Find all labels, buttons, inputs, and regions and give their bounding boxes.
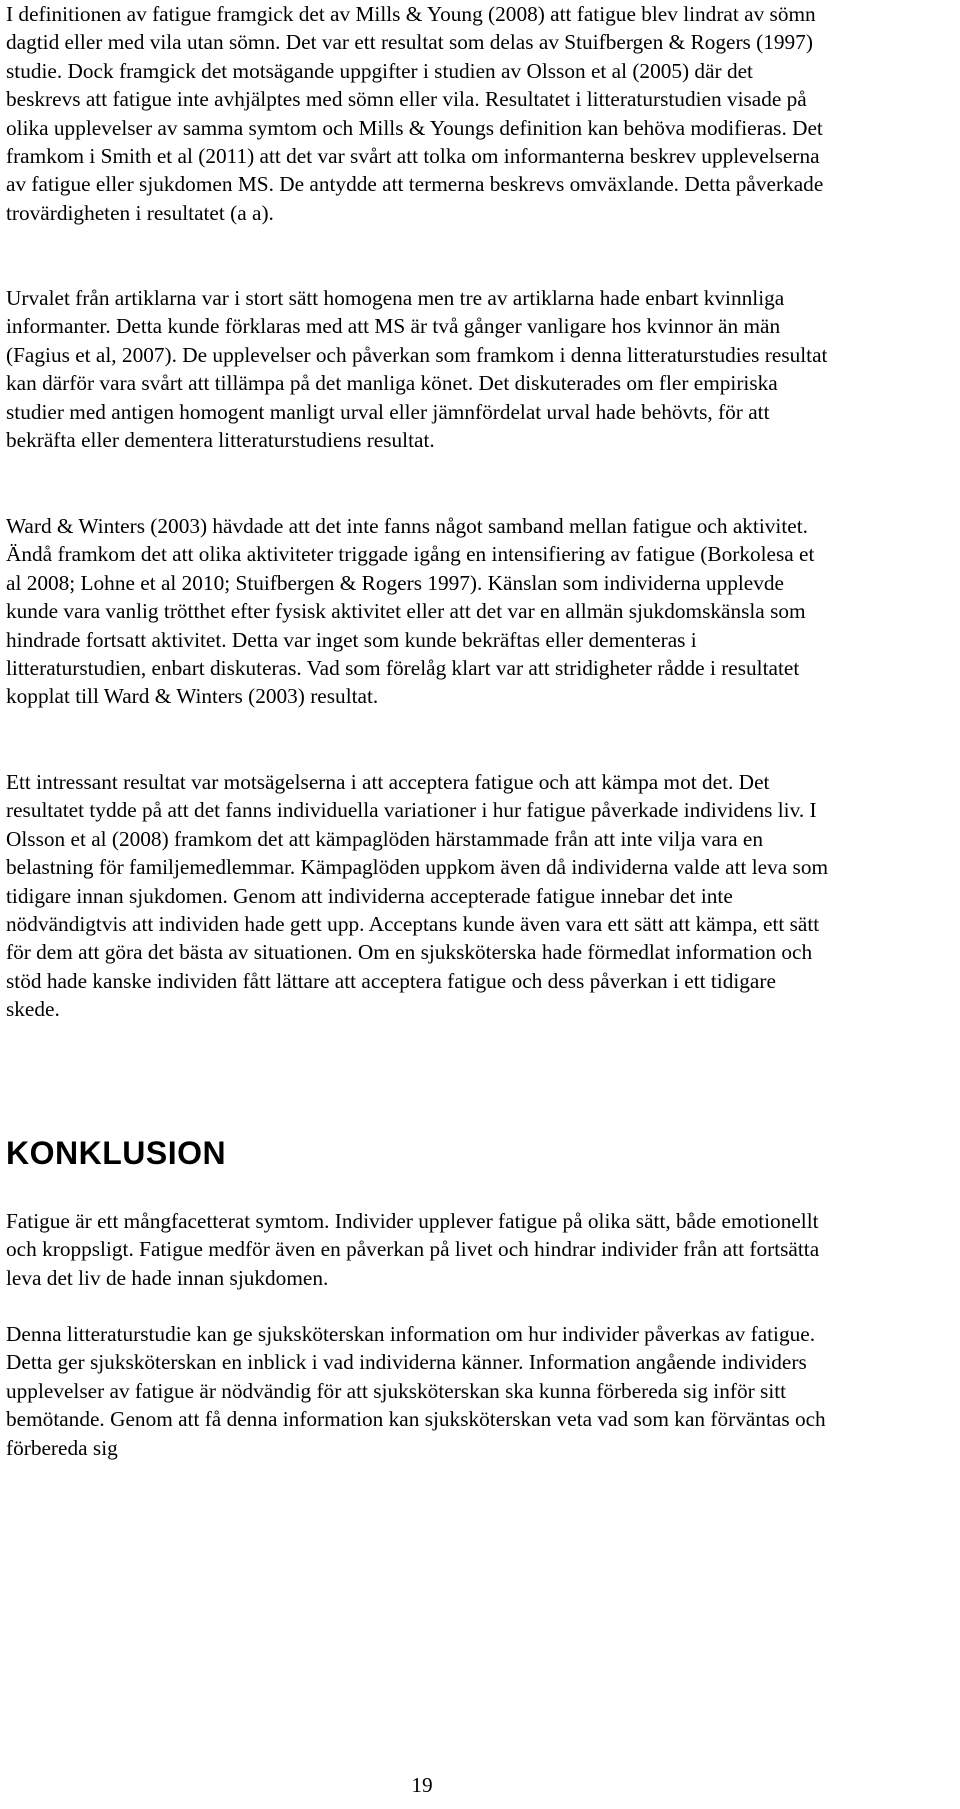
- paragraph-conclusion-1: Fatigue är ett mångfacetterat symtom. Individer upplever fatigue på olika sätt, både emotionellt och kroppsligt. Fatigue medför även en påverkan på livet och hindrar individer från att fortsätta leva det liv de hade innan sjukdomen.: [6, 1209, 820, 1290]
- paragraph-conclusion-2: Denna litteraturstudie kan ge sjuksköterskan information om hur individer påverkas av fatigue. Detta ger sjuksköterskan en inblick i vad individerna känner. Information angående individers upplevelser av fatigue är nödvändig för att sjuksköterskan ska kunna förbereda sig inför sitt bemötande. Genom att få denna information kan sjuksköterskan veta vad som kan förväntas och förbereda sig: [6, 1322, 826, 1460]
- page-number: 19: [411, 1773, 433, 1797]
- paragraph-activity: Ward & Winters (2003) hävdade att det inte fanns något samband mellan fatigue och aktivitet. Ändå framkom det att olika aktiviteter triggade igång en intensifiering av fatigue (Borkolesa et al 2008; Lohne et al 2010; Stuifbergen & Rogers 1997). Känslan som individerna upplevde kunde vara vanlig trötthet efter fysisk aktivitet eller att det var en allmän sjukdomskänsla som hindrade fortsatt aktivitet. Detta var inget som kunde bekräftas eller dementeras i litteraturstudien, enbart diskuteras. Vad som förelåg klart var att stridigheter rådde i resultatet kopplat till Ward & Winters (2003) resultat.: [6, 514, 815, 709]
- paragraph-acceptance: Ett intressant resultat var motsägelserna i att acceptera fatigue och att kämpa mot det. Det resultatet tydde på att det fanns individuella variationer i hur fatigue påverkade individens liv. I Olsson et al (2008) framkom det att kämpaglöden härstammade från att inte vilja vara en belastning för familjemedlemmar. Kämpaglöden uppkom även då individerna valde att leva som tidigare innan sjukdomen. Genom att individerna accepterade fatigue innebar det inte nödvändigtvis att individen hade gett upp. Acceptans kunde även vara ett sätt att kämpa, ett sätt för dem att göra det bästa av situationen. Om en sjuksköterska hade förmedlat information och stöd hade kanske individen fått lättare att acceptera fatigue och dess påverkan i ett tidigare skede.: [6, 770, 829, 1022]
- paragraph-fatigue-definition: I definitionen av fatigue framgick det av Mills & Young (2008) att fatigue blev lindrat av sömn dagtid eller med vila utan sömn. Det var ett resultat som delas av Stuifbergen & Rogers (1997) studie. Dock framgick det motsägande uppgifter i studien av Olsson et al (2005) där det beskrevs att fatigue inte avhjälptes med sömn eller vila. Resultatet i litteraturstudien visade på olika upplevelser av samma symtom och Mills & Youngs definition kan behöva modifieras. Det framkom i Smith et al (2011) att det var svårt att tolka om informanterna beskrev upplevelserna av fatigue eller sjukdomen MS. De antydde att termerna beskrevs omväxlande. Detta påverkade trovärdigheten i resultatet (a a).: [6, 2, 824, 225]
- paragraph-sample-selection: Urvalet från artiklarna var i stort sätt homogena men tre av artiklarna hade enbart kvinnliga informanter. Detta kunde förklaras med att MS är två gånger vanligare hos kvinnor än män (Fagius et al, 2007). De upplevelser och påverkan som framkom i denna litteraturstudies resultat kan därför vara svårt att tillämpa på det manliga könet. Det diskuterades om fler empiriska studier med antigen homogent manligt urval eller jämnfördelat urval hade behövts, för att bekräfta eller dementera litteraturstudiens resultat.: [6, 286, 828, 453]
- section-heading-konklusion: KONKLUSION: [6, 1135, 227, 1171]
